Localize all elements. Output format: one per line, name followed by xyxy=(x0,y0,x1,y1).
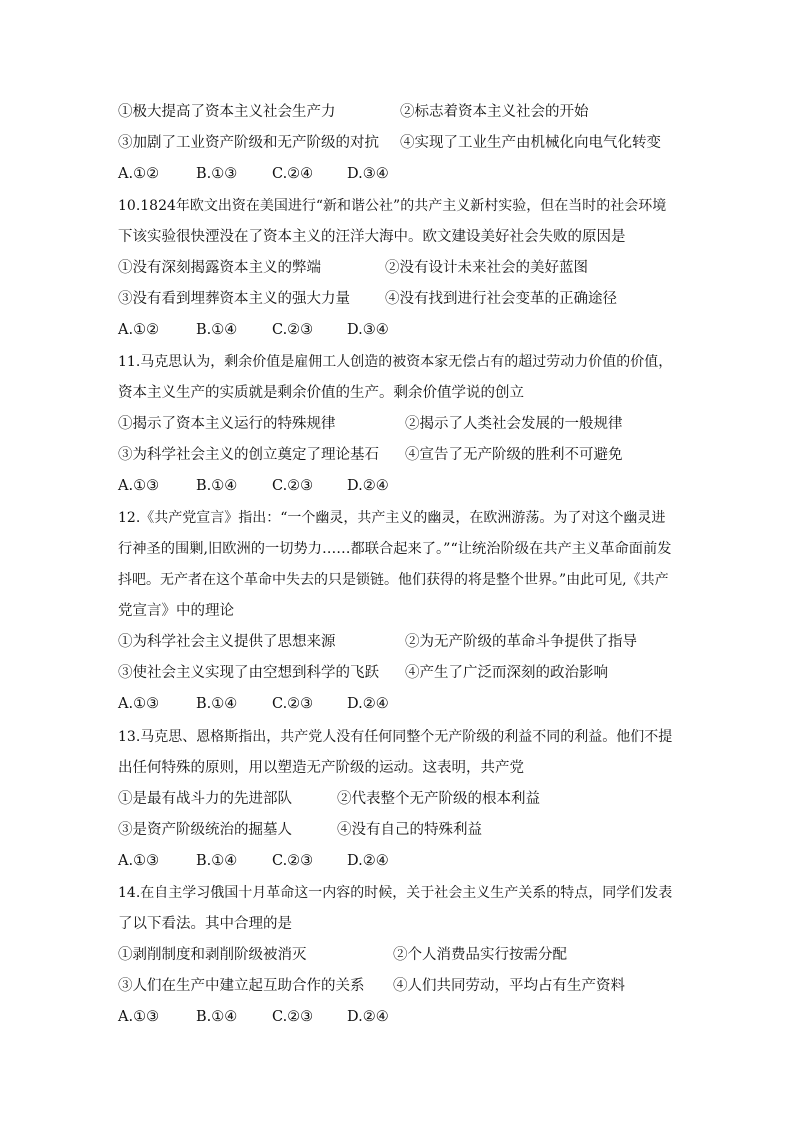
q14-stem-line-2: 了以下看法。其中合理的是 xyxy=(118,916,292,932)
q9-answer-b: B.①③ xyxy=(196,166,238,182)
q13-option-4: ④没有自己的特殊利益 xyxy=(337,822,482,838)
q13-answer-d: D.②④ xyxy=(347,853,389,869)
q11-option-3: ③为科学社会主义的创立奠定了理论基石 xyxy=(118,447,379,463)
q9-option-2: ②标志着资本主义社会的开始 xyxy=(400,104,589,120)
q12-answer-c: C.②③ xyxy=(272,696,314,712)
q12-answer-a: A.①③ xyxy=(118,696,160,712)
q12-stem-line-2: 行神圣的围剿,旧欧洲的一切势力……都联合起来了。”“让统治阶级在共产主义革命面前发 xyxy=(118,541,672,557)
q10-stem-line-1: 10.1824年欧文出资在美国进行“新和谐公社”的共产主义新村实验，但在当时的社会环境 xyxy=(118,198,667,214)
q12-answer-b: B.①④ xyxy=(196,696,238,712)
q11-answer-d: D.②④ xyxy=(347,478,389,494)
q13-stem-line-1: 13.马克思、恩格斯指出，共产党人没有任何同整个无产阶级的利益不同的利益。他们不提 xyxy=(118,729,673,745)
q12-answer-d: D.②④ xyxy=(347,696,389,712)
q12-stem-line-4: 党宣言》中的理论 xyxy=(118,603,234,619)
q13-answer-b: B.①④ xyxy=(196,853,238,869)
q10-answer-b: B.①④ xyxy=(196,322,238,338)
q13-option-1: ①是最有战斗力的先进部队 xyxy=(118,791,292,807)
q11-option-1: ①揭示了资本主义运行的特殊规律 xyxy=(118,416,336,432)
q10-answer-d: D.③④ xyxy=(347,322,389,338)
q10-option-3: ③没有看到埋葬资本主义的强大力量 xyxy=(118,291,350,307)
q11-answer-c: C.②③ xyxy=(272,478,314,494)
q9-answer-a: A.①② xyxy=(118,166,160,182)
q12-option-1: ①为科学社会主义提供了思想来源 xyxy=(118,634,336,650)
q14-answer-b: B.①④ xyxy=(196,1009,238,1025)
q13-answer-c: C.②③ xyxy=(272,853,314,869)
q9-option-3: ③加剧了工业资产阶级和无产阶级的对抗 xyxy=(118,135,379,151)
q10-answer-a: A.①② xyxy=(118,322,160,338)
q12-stem-line-3: 抖吧。无产者在这个革命中失去的只是锁链。他们获得的将是整个世界。”由此可见,《共产 xyxy=(118,572,669,588)
q14-option-3: ③人们在生产中建立起互助合作的关系 xyxy=(118,978,365,994)
q10-option-4: ④没有找到进行社会变革的正确途径 xyxy=(385,291,617,307)
q10-answer-c: C.②③ xyxy=(272,322,314,338)
q14-stem-line-1: 14.在自主学习俄国十月革命这一内容的时候，关于社会主义生产关系的特点，同学们发表 xyxy=(118,885,673,901)
q9-option-4: ④实现了工业生产由机械化向电气化转变 xyxy=(400,135,661,151)
q11-answer-b: B.①④ xyxy=(196,478,238,494)
q14-option-2: ②个人消费品实行按需分配 xyxy=(393,947,567,963)
q13-option-2: ②代表整个无产阶级的根本利益 xyxy=(337,791,540,807)
q12-option-3: ③使社会主义实现了由空想到科学的飞跃 xyxy=(118,665,379,681)
q10-stem-line-2: 下该实验很快湮没在了资本主义的汪洋大海中。欧文建设美好社会失败的原因是 xyxy=(118,229,626,245)
q14-option-1: ①剥削制度和剥削阶级被消灭 xyxy=(118,947,307,963)
q12-option-2: ②为无产阶级的革命斗争提供了指导 xyxy=(405,634,637,650)
q11-stem-line-1: 11.马克思认为，剩余价值是雇佣工人创造的被资本家无偿占有的超过劳动力价值的价值， xyxy=(118,354,673,370)
q10-option-1: ①没有深刻揭露资本主义的弊端 xyxy=(118,260,321,276)
q10-option-2: ②没有设计未来社会的美好蓝图 xyxy=(385,260,588,276)
q14-answer-d: D.②④ xyxy=(347,1009,389,1025)
q11-stem-line-2: 资本主义生产的实质就是剩余价值的生产。剩余价值学说的创立 xyxy=(118,385,524,401)
q9-option-1: ①极大提高了资本主义社会生产力 xyxy=(118,104,336,120)
q11-option-4: ④宣告了无产阶级的胜利不可避免 xyxy=(405,447,623,463)
q13-answer-a: A.①③ xyxy=(118,853,160,869)
q11-answer-a: A.①③ xyxy=(118,478,160,494)
q13-stem-line-2: 出任何特殊的原则，用以塑造无产阶级的运动。这表明，共产党 xyxy=(118,760,524,776)
q14-answer-a: A.①③ xyxy=(118,1009,160,1025)
q12-option-4: ④产生了广泛而深刻的政治影响 xyxy=(405,665,608,681)
q14-answer-c: C.②③ xyxy=(272,1009,314,1025)
q9-answer-d: D.③④ xyxy=(347,166,389,182)
q11-option-2: ②揭示了人类社会发展的一般规律 xyxy=(405,416,623,432)
q12-stem-line-1: 12.《共产党宣言》指出：“一个幽灵，共产主义的幽灵，在欧洲游荡。为了对这个幽灵进 xyxy=(118,510,666,526)
q14-option-4: ④人们共同劳动，平均占有生产资料 xyxy=(393,978,625,994)
q9-answer-c: C.②④ xyxy=(272,166,314,182)
q13-option-3: ③是资产阶级统治的掘墓人 xyxy=(118,822,292,838)
